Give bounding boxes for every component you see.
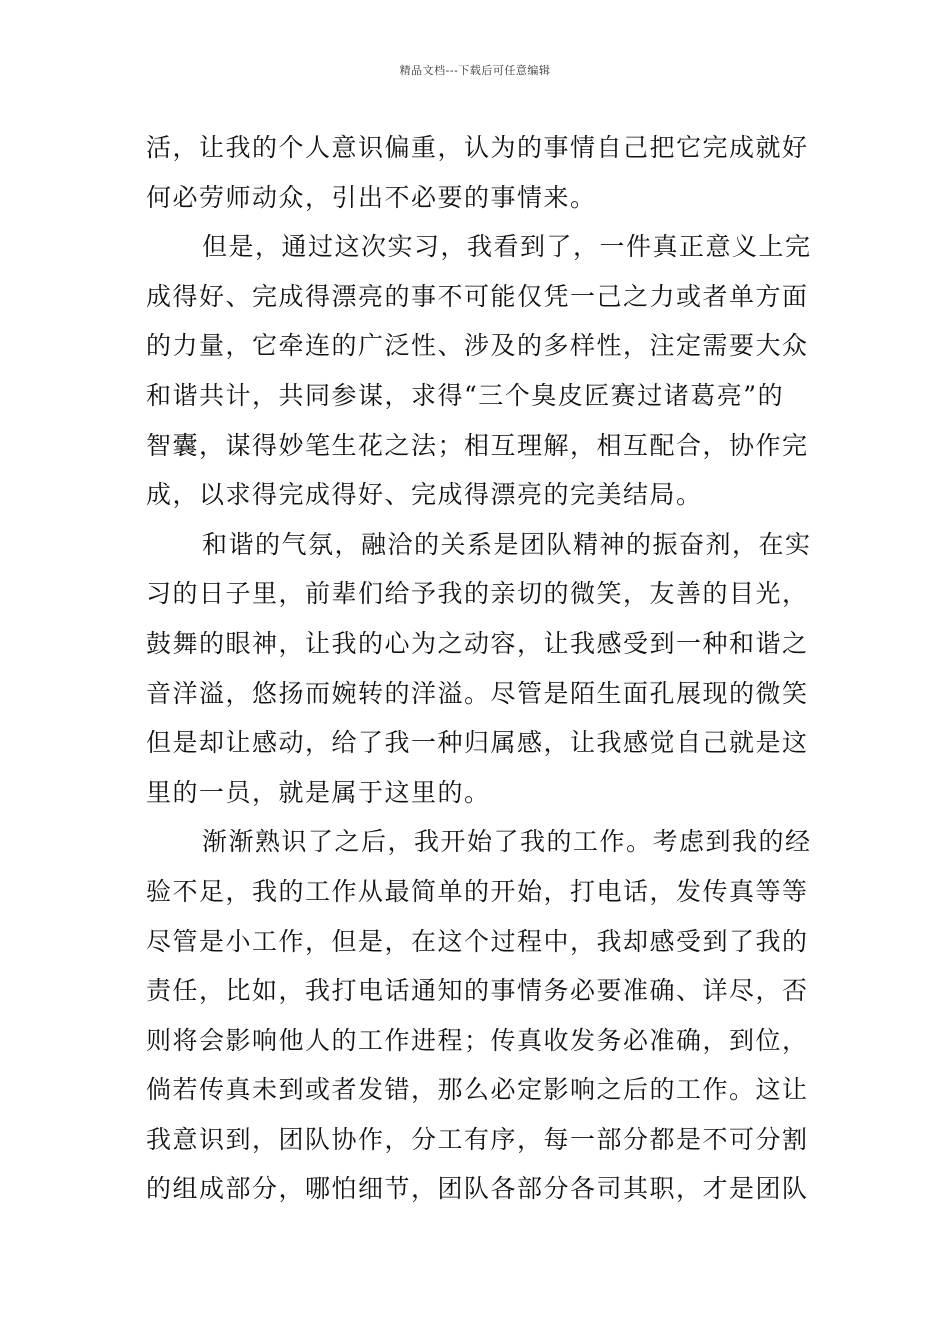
paragraph-first-line: 渐渐熟识了之后，我开始了我的工作。考虑到我的经 — [202, 827, 812, 857]
text-line: 尽管是小工作，但是，在这个过程中，我却感受到了我的 — [146, 926, 809, 956]
text-line: 成得好、完成得漂亮的事不可能仅凭一己之力或者单方面 — [146, 281, 809, 311]
text-line: 活，让我的个人意识偏重，认为的事情自己把它完成就好 — [146, 133, 809, 162]
text-line: 责任，比如，我打电话通知的事情务必要准确、详尽，否 — [146, 976, 809, 1006]
document-body — [146, 123, 812, 1214]
paragraph-first-line: 和谐的气氛，融洽的关系是团队精神的振奋剂，在实 — [202, 529, 812, 559]
text-line: 验不足，我的工作从最简单的开始，打电话，发传真等等 — [146, 876, 809, 906]
paragraph-first-line: 但是，通过这次实习，我看到了，一件真正意义上完 — [202, 232, 812, 262]
text-line: 的组成部分，哪怕细节，团队各部分各司其职，才是团队 — [146, 1174, 809, 1204]
text-line: 里的一员，就是属于这里的。 — [146, 777, 491, 807]
text-line: 音洋溢，悠扬而婉转的洋溢。尽管是陌生面孔展现的微笑 — [146, 678, 809, 708]
text-line: 我意识到，团队协作，分工有序，每一部分都是不可分割 — [146, 1124, 809, 1154]
text-line: 的力量，它牵连的广泛性、涉及的多样性，注定需要大众 — [146, 331, 809, 361]
text-line: 倘若传真未到或者发错，那么必定影响之后的工作。这让 — [146, 1075, 809, 1105]
text-line: 鼓舞的眼神，让我的心为之动容，让我感受到一种和谐之 — [146, 628, 809, 658]
text-line: 和谐共计，共同参谋，求得“三个臭皮匠赛过诸葛亮”的 — [146, 380, 785, 410]
page-header: 精品文档---下载后可任意编辑 — [399, 64, 551, 77]
text-line: 习的日子里，前辈们给予我的亲切的微笑，友善的目光， — [146, 579, 809, 609]
text-line: 成，以求得完成得好、完成得漂亮的完美结局。 — [146, 480, 703, 510]
text-line: 何必劳师动众，引出不必要的事情来。 — [146, 182, 597, 212]
text-line: 智囊，谋得妙笔生花之法；相互理解，相互配合，协作完 — [146, 430, 809, 460]
text-line: 但是却让感动，给了我一种归属感，让我感觉自己就是这 — [146, 728, 809, 758]
text-line: 则将会影响他人的工作进程；传真收发务必准确，到位， — [146, 1025, 809, 1055]
